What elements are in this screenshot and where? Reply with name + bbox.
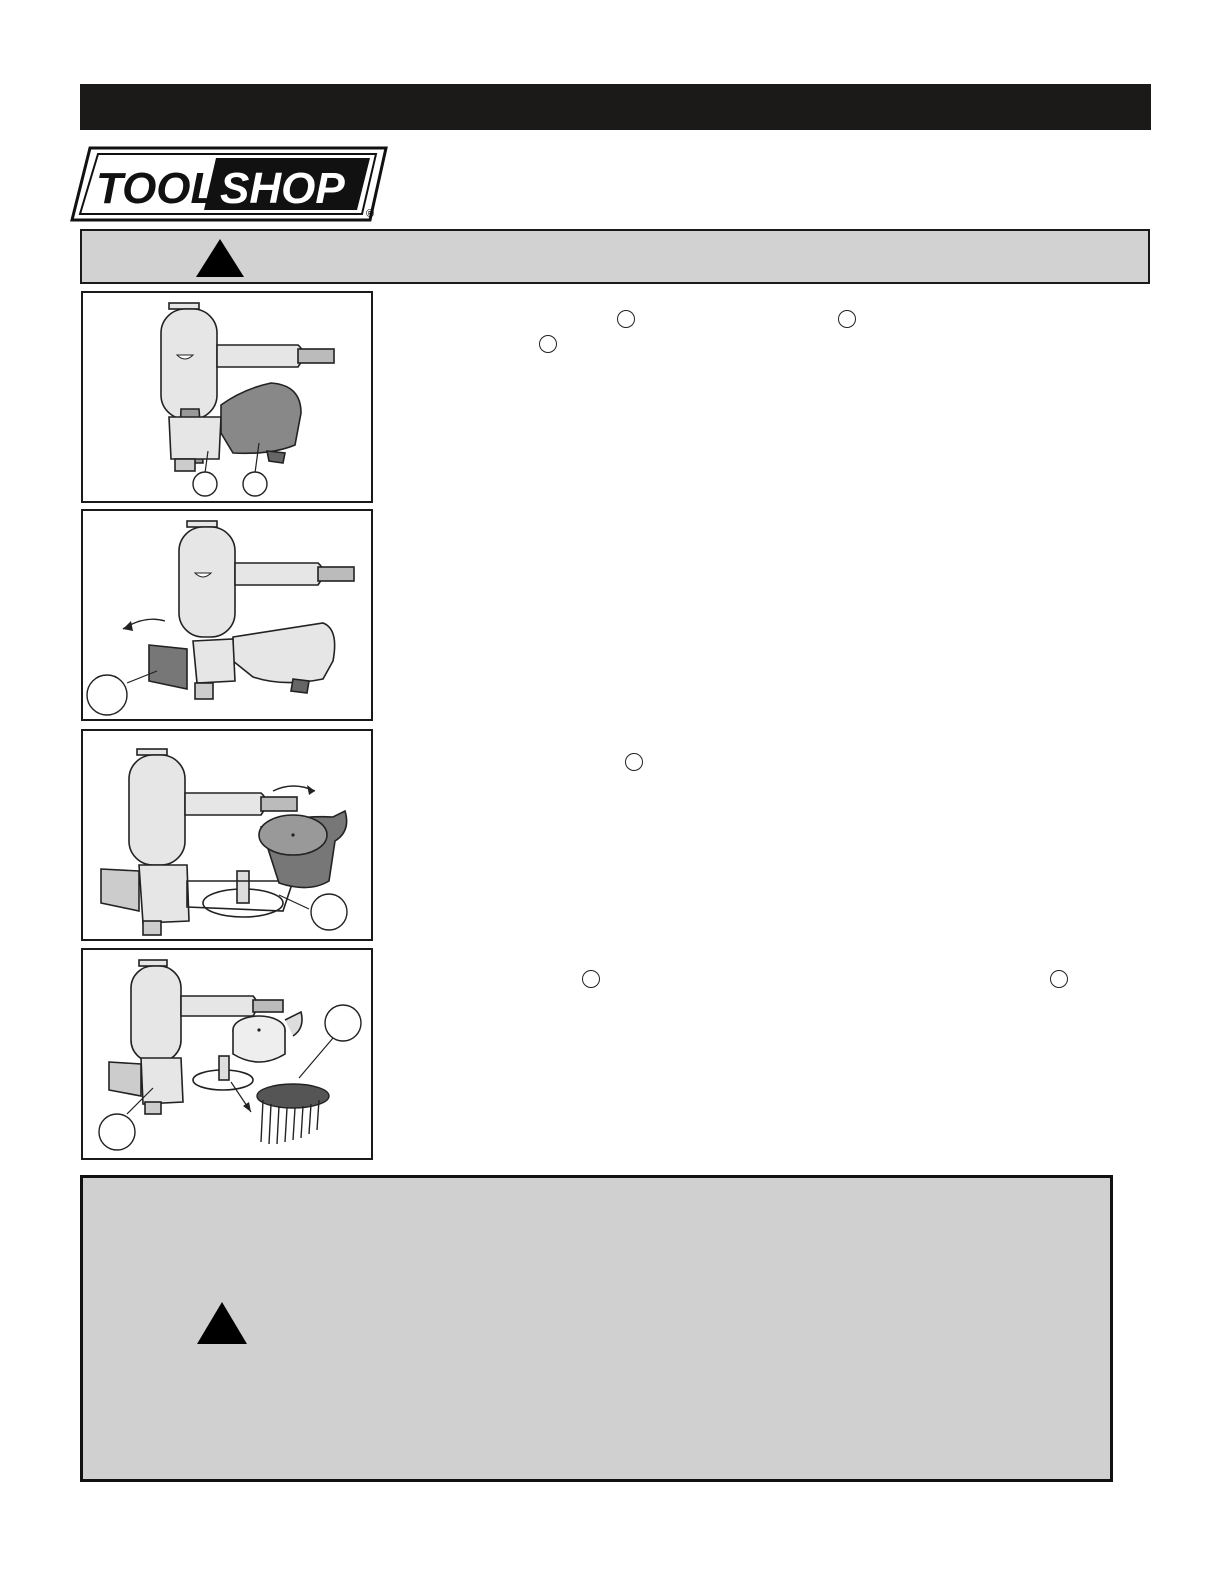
registered-mark: ® [366,208,375,220]
reference-marker [582,970,600,988]
callout-circle [311,894,347,930]
step-4-figure [81,948,373,1160]
warning-triangle-icon [195,1300,249,1346]
step-3-figure [81,729,373,941]
reference-marker [625,753,643,771]
warning-banner [80,229,1150,284]
reference-marker [539,335,557,353]
callout-circle [87,675,127,715]
reference-marker [617,310,635,328]
callout-circle [325,1005,361,1041]
step-2-figure [81,509,373,721]
callout-circle [99,1114,135,1150]
nailer-magazine-closed-figure [83,293,373,503]
step-1-figure [81,291,373,503]
logo-word-shop: SHOP [220,164,345,213]
nailer-door-open-figure [83,511,373,721]
reference-marker [1050,970,1068,988]
toolshop-logo [70,146,390,224]
nailer-canister-open-figure [83,731,373,941]
reference-marker [838,310,856,328]
nailer-coil-loading-figure [83,950,373,1160]
warning-notice-box [80,1175,1113,1482]
callout-circle [193,472,217,496]
warning-triangle-icon [194,237,246,279]
header-bar [80,84,1151,130]
callout-circle [243,472,267,496]
logo-word-tool: TOOL [96,164,218,213]
